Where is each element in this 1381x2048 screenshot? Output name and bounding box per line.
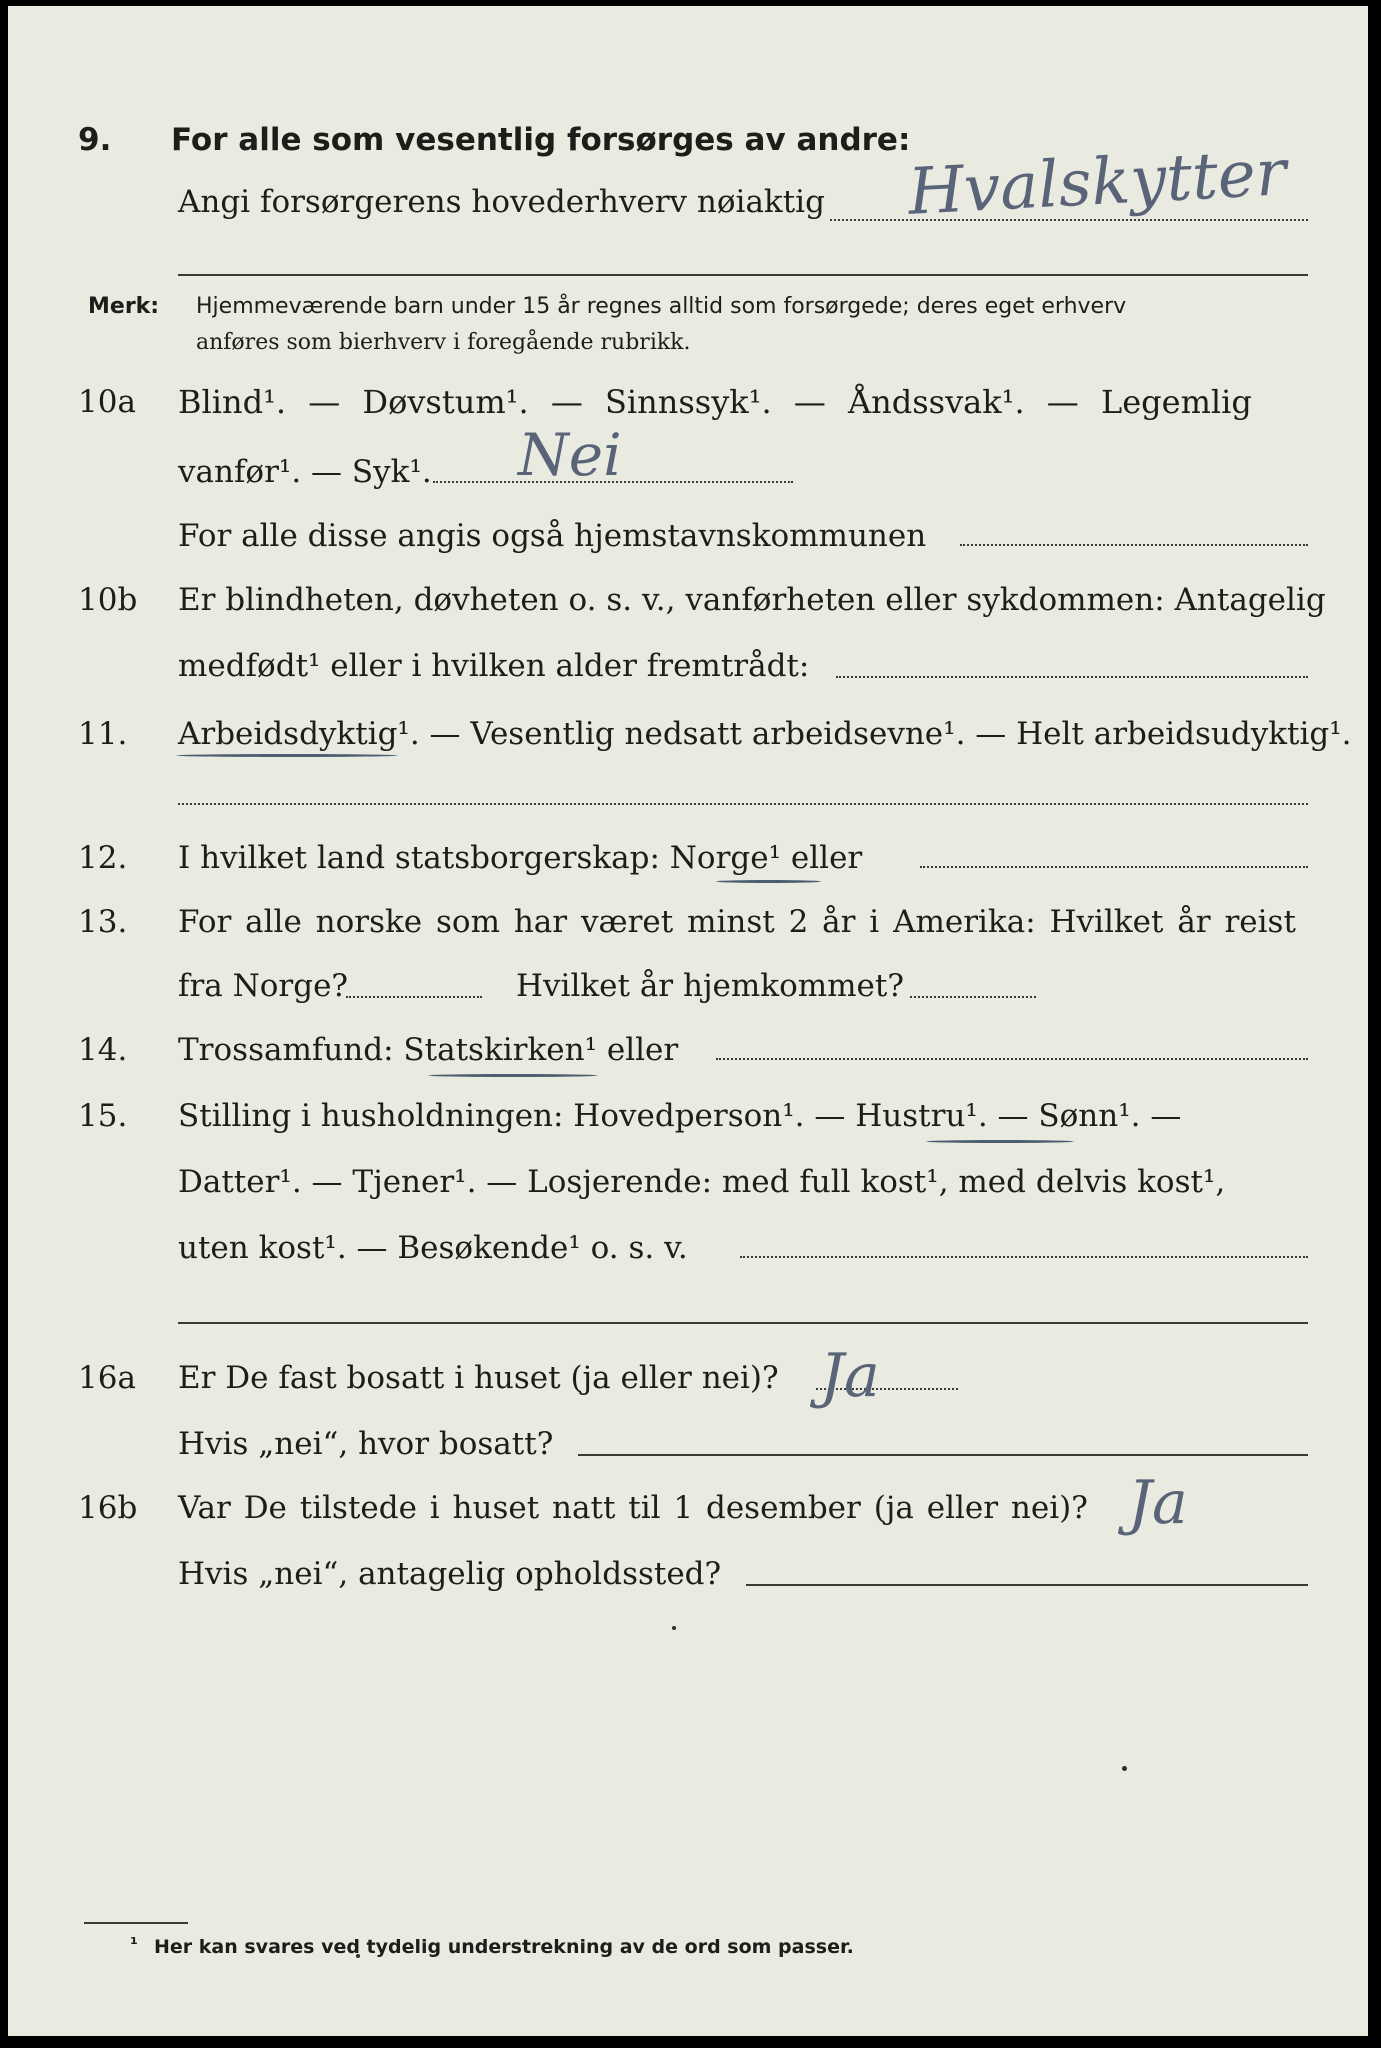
q16b-handwritten-answer: Ja: [1128, 1468, 1188, 1538]
q11-rest: ¹. — Vesentlig nedsatt arbeidsevne¹. — Helt arbeidsudyktig¹.: [397, 716, 1352, 752]
q14-line: [178, 1030, 678, 1070]
merk-line1: Hjemmeværende barn under 15 år regnes alltid som forsørgede; deres eget erhverv: [196, 294, 1127, 319]
q12-option-norge: Norge: [669, 840, 769, 876]
q12-number: 12.: [78, 840, 128, 876]
q16b-number: 16b: [78, 1490, 138, 1526]
q9-number: 9.: [78, 122, 112, 158]
q10a-handwritten-answer: Nei: [518, 421, 622, 489]
census-form-page: [8, 6, 1368, 2036]
q15-answer-line: [740, 1256, 1308, 1258]
q13-reist-line: [346, 996, 482, 998]
q16b-opholdssted-line: [746, 1584, 1308, 1586]
q11-handwritten-underline: [176, 754, 398, 757]
q10b-answer-line: [836, 676, 1308, 678]
q10a-number: 10a: [78, 384, 136, 420]
q13-line2b: Hvilket år hjemkommet?: [516, 968, 904, 1004]
q16a-line1: Er De fast bosatt i huset (ja eller nei)?: [178, 1360, 779, 1396]
q14-option-statskirken: Statskirken: [403, 1032, 585, 1068]
q12-rest: ¹ eller: [768, 840, 863, 876]
q15-line1c: ¹. — Sønn¹. —: [965, 1098, 1182, 1134]
q15-number: 15.: [78, 1098, 128, 1134]
merk-line2: anføres som bierhverv i foregående rubrikk.: [196, 330, 691, 355]
q15-extra-line: [178, 1322, 1308, 1324]
q13-hjemkommet-line: [910, 996, 1036, 998]
q11-option-arbeidsdyktig: Arbeidsdyktig: [178, 716, 398, 752]
q10b-number: 10b: [78, 582, 138, 618]
q16a-number: 16a: [78, 1360, 136, 1396]
q15-handwritten-underline: [926, 1140, 1074, 1143]
q12-answer-line: [920, 866, 1308, 868]
footnote-rule: [84, 1922, 188, 1924]
q15-line2: Datter¹. — Tjener¹. — Losjerende: med full kost¹, med delvis kost¹,: [178, 1164, 1226, 1200]
q15-line1: [178, 1096, 1181, 1136]
q11-answer-line: [178, 803, 1308, 805]
q10a-line2: vanfør¹. — Syk¹.: [178, 454, 432, 490]
q16b-line1: Var De tilstede i huset natt til 1 desember (ja eller nei)?: [178, 1490, 1088, 1526]
q12-handwritten-underline: [716, 880, 821, 883]
q10a-line1: Blind¹. — Døvstum¹. — Sinnssyk¹. — Åndssvak¹. — Legemlig: [178, 383, 1252, 421]
q16a-handwritten-answer: Ja: [820, 1341, 880, 1411]
q13-line1: For alle norske som har været minst 2 år i Amerika: Hvilket år reist: [178, 904, 1296, 940]
q14-label: Trossamfund:: [178, 1032, 394, 1068]
q15-option-hustru: Hustru: [855, 1098, 966, 1134]
q14-rest: ¹ eller: [584, 1032, 679, 1068]
paper-speck: [672, 1626, 676, 1630]
q10b-line1: Er blindheten, døvheten o. s. v., vanførheten eller sykdommen: Antagelig: [178, 582, 1326, 618]
q12-line: [178, 838, 862, 878]
merk-label: Merk:: [88, 294, 160, 319]
q13-line2a: fra Norge?: [178, 968, 349, 1004]
q14-handwritten-underline: [428, 1074, 598, 1077]
footnote-mark: ¹: [130, 1934, 138, 1955]
q14-number: 14.: [78, 1032, 128, 1068]
q16b-line2: Hvis „nei“, antagelig opholdssted?: [178, 1556, 722, 1592]
q14-answer-line: [716, 1058, 1308, 1060]
q9-extra-line: [178, 274, 1308, 276]
q9-line1: For alle som vesentlig forsørges av andre:: [171, 122, 911, 158]
q10a-hometown-line: [960, 544, 1308, 546]
q11-line: [178, 714, 1352, 754]
q10a-line3: For alle disse angis også hjemstavnskommunen: [178, 518, 927, 554]
q12-label: I hvilket land statsborgerskap:: [178, 840, 660, 876]
q13-number: 13.: [78, 904, 128, 940]
q11-number: 11.: [78, 716, 128, 752]
footnote-text: Her kan svares ved tydelig understrekning av de ord som passer.: [154, 1936, 854, 1958]
q9-handwritten-answer: Hvalskytter: [906, 136, 1288, 230]
paper-speck: [1122, 1766, 1127, 1771]
q16a-line2: Hvis „nei“, hvor bosatt?: [178, 1426, 554, 1462]
q9-line2: Angi forsørgerens hovederhverv nøiaktig: [178, 184, 825, 220]
q16a-bosatt-line: [578, 1454, 1308, 1456]
q15-line3: uten kost¹. — Besøkende¹ o. s. v.: [178, 1230, 688, 1266]
q15-line1a: Stilling i husholdningen: Hovedperson¹. —: [178, 1098, 846, 1134]
q10b-line2: medfødt¹ eller i hvilken alder fremtrådt:: [178, 648, 810, 684]
